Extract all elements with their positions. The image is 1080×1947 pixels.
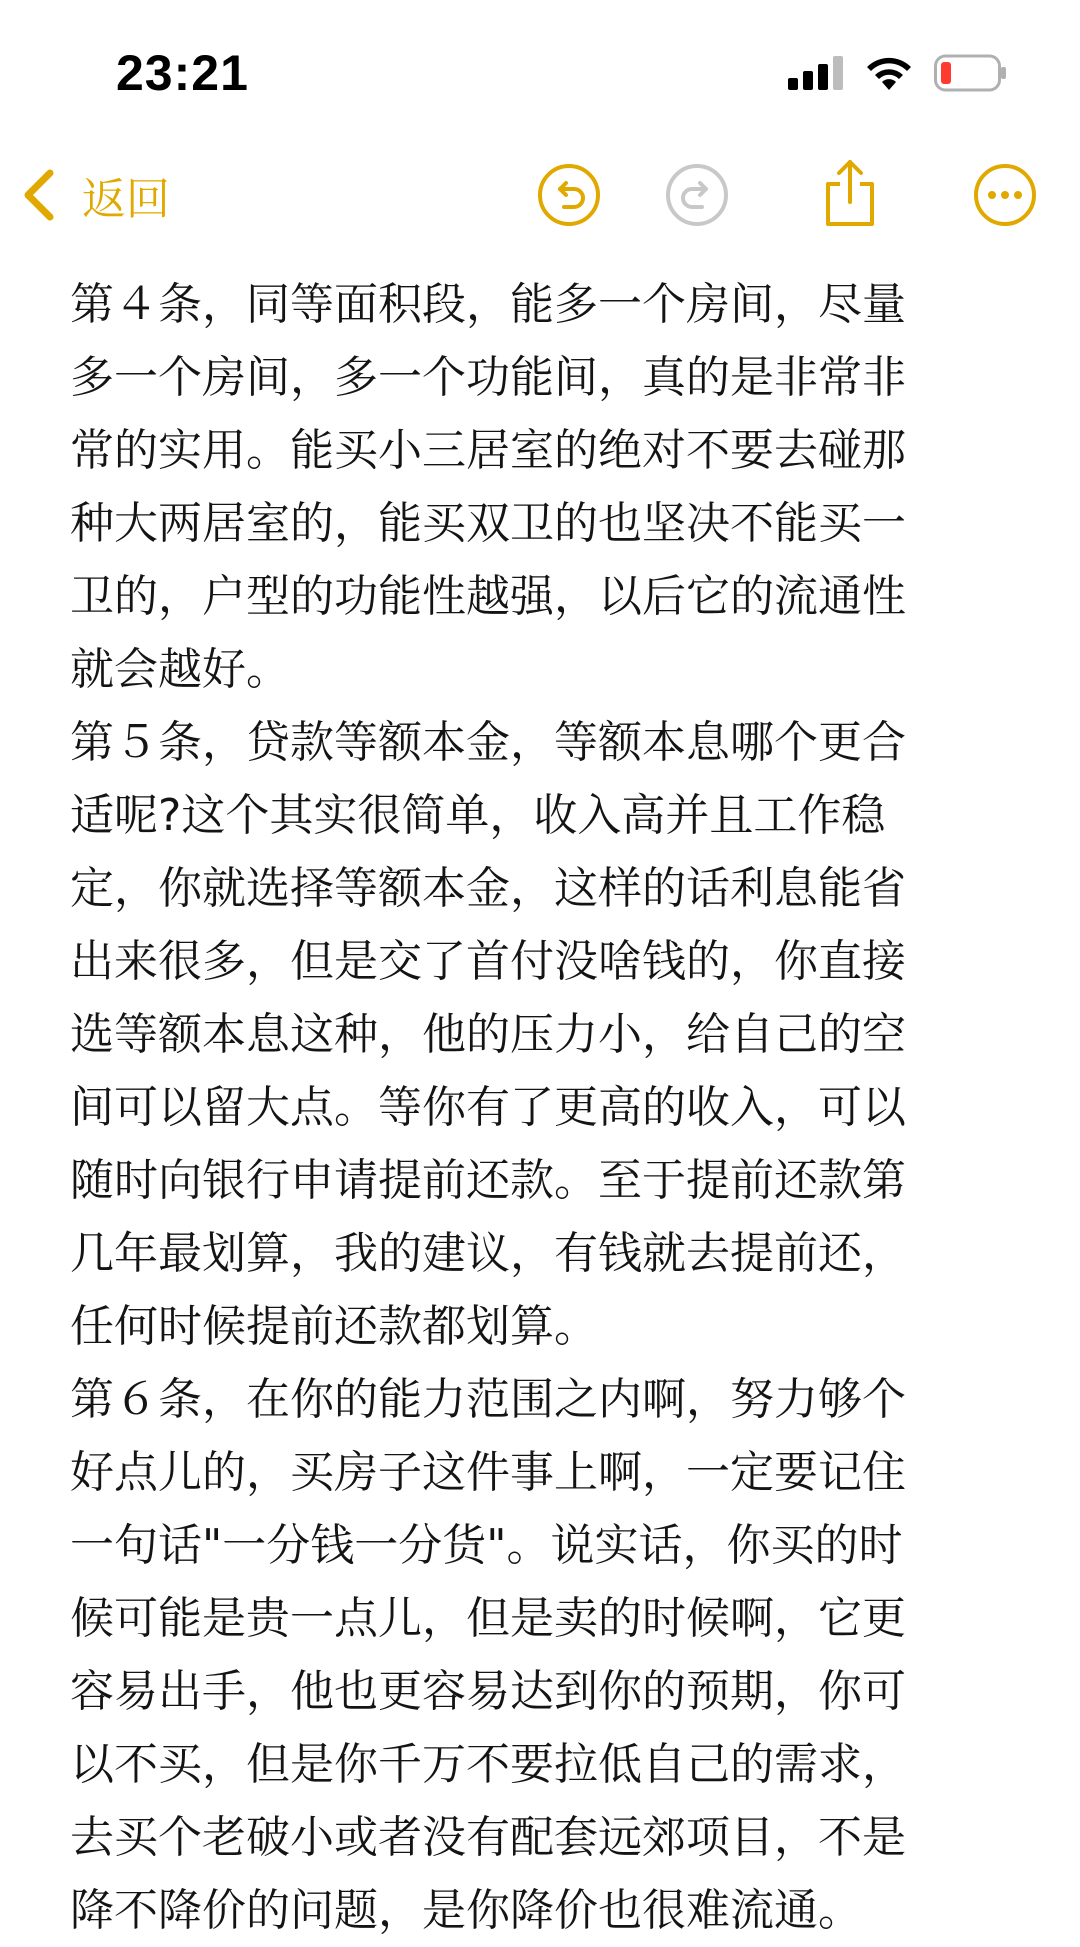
share-icon[interactable] bbox=[820, 158, 880, 228]
note-line: 多一个房间，多一个功能间，真的是非常非 bbox=[70, 352, 906, 403]
note-line: 定，你就选择等额本金，这样的话利息能省 bbox=[70, 863, 906, 914]
more-icon[interactable] bbox=[972, 162, 1038, 228]
note-line: 出来很多，但是交了首付没啥钱的，你直接 bbox=[70, 936, 906, 987]
chevron-left-icon bbox=[20, 167, 58, 223]
cellular-signal-icon bbox=[788, 56, 844, 90]
note-line: 以不买，但是你千万不要拉低自己的需求， bbox=[70, 1739, 906, 1790]
note-line: 去买个老破小或者没有配套远郊项目，不是 bbox=[70, 1812, 906, 1863]
status-bar bbox=[0, 0, 1080, 140]
note-line: 常的实用。能买小三居室的绝对不要去碰那 bbox=[70, 425, 906, 476]
battery-low-icon bbox=[934, 54, 1008, 92]
note-line: 第４条，同等面积段，能多一个房间，尽量 bbox=[70, 279, 906, 330]
back-label: 返回 bbox=[82, 174, 170, 225]
note-line: 几年最划算，我的建议，有钱就去提前还， bbox=[70, 1228, 906, 1279]
note-line: 种大两居室的，能买双卫的也坚决不能买一 bbox=[70, 498, 906, 549]
note-line: 一句话"一分钱一分货"。说实话，你买的时 bbox=[70, 1520, 903, 1571]
note-line: 降不降价的问题，是你降价也很难流通。 bbox=[70, 1885, 862, 1936]
redo-icon[interactable] bbox=[664, 162, 730, 228]
status-time: 23:21 bbox=[116, 45, 249, 101]
note-line: 容易出手，他也更容易达到你的预期，你可 bbox=[70, 1666, 906, 1717]
note-line: 选等额本息这种，他的压力小，给自己的空 bbox=[70, 1009, 906, 1060]
back-button[interactable] bbox=[20, 160, 170, 230]
note-line: 间可以留大点。等你有了更高的收入，可以 bbox=[70, 1082, 906, 1133]
note-line: 好点儿的，买房子这件事上啊，一定要记住 bbox=[70, 1447, 906, 1498]
note-line: 就会越好。 bbox=[70, 644, 290, 695]
note-line: 任何时候提前还款都划算。 bbox=[70, 1301, 598, 1352]
wifi-icon bbox=[864, 52, 914, 92]
note-body[interactable] bbox=[70, 268, 1030, 1947]
note-toolbar bbox=[0, 150, 1080, 240]
note-line: 候可能是贵一点儿，但是卖的时候啊，它更 bbox=[70, 1593, 906, 1644]
note-line: 卫的，户型的功能性越强，以后它的流通性 bbox=[70, 571, 906, 622]
note-line: 第６条，在你的能力范围之内啊，努力够个 bbox=[70, 1374, 906, 1425]
note-line: 适呢?这个其实很简单，收入高并且工作稳 bbox=[70, 790, 886, 841]
note-line: 随时向银行申请提前还款。至于提前还款第 bbox=[70, 1155, 906, 1206]
note-line: 第５条，贷款等额本金，等额本息哪个更合 bbox=[70, 717, 906, 768]
undo-icon[interactable] bbox=[536, 162, 602, 228]
